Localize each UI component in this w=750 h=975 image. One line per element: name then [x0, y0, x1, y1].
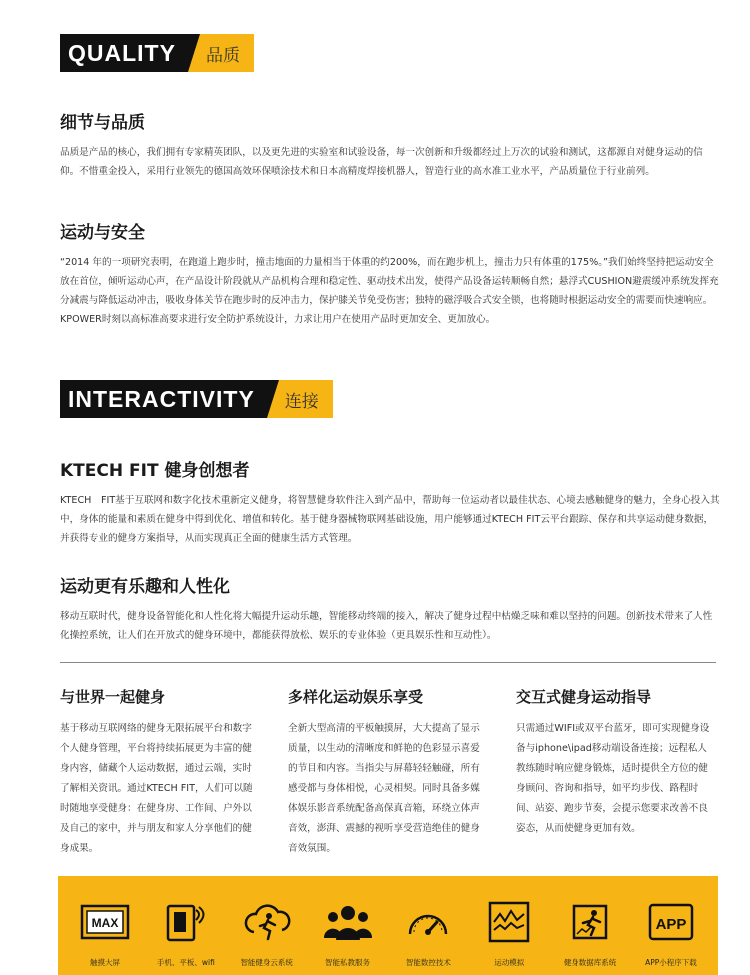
speedometer-icon	[403, 900, 453, 944]
feature-cnc-tech	[391, 900, 465, 975]
section-divider	[60, 662, 716, 663]
fun-body: 移动互联时代，健身设备智能化和人性化将大幅提升运动乐趣，智能移动终端的接入，解决了健身过程中枯燥乏味和难以坚持的问题。创新技术带来了人性化操控系统，让人们在开放式的健身环境中，都能获得放松、娱乐的专业体验（更具娱乐性和互动性）。	[60, 611, 713, 641]
column-interactive-guidance	[516, 686, 716, 839]
quality-header-en: QUALITY	[60, 34, 188, 72]
feature-touch-screen	[68, 900, 142, 975]
interactivity-header-en: INTERACTIVITY	[60, 380, 267, 418]
feature-label: 手机、平板、wifi	[156, 958, 215, 967]
detail-quality-body: 品质是产品的核心，我们拥有专家精英团队，以及更先进的实验室和试验设备，每一次创新和升级都经过上万次的试验和测试，这都源自对健身运动的信仰。不惜重金投入，采用行业领先的德国高效环保喷涂技术和日本高精度焊接机器人，智造行业的高水准工业水平，产品质量位于行业前列。	[60, 147, 703, 177]
detail-quality-title: 细节与品质	[60, 113, 145, 133]
ktech-fit-block	[60, 456, 720, 548]
max-screen-icon	[80, 900, 130, 944]
column-title: 与世界一起健身	[60, 688, 166, 706]
interactivity-header-cn: 连接	[279, 380, 333, 418]
header-slant	[188, 34, 200, 72]
safety-body: “2014 年的一项研究表明，在跑道上跑步时，撞击地面的力量相当于体重的约200%，而在跑步机上，撞击力只有体重的175%。”我们始终坚持把运动安全放在首位，倾听运动心声，在产品设计阶段就从产品机构合理和稳定性、驱动技术出发，使得产品设备运转顺畅自然；悬浮式CUSHION避震缓冲系统发挥充分减震与降低运动冲击，吸收身体关节在跑步时的反冲击力，保护膝关节免受伤害；独特的磁浮吸合式安全锁，也将随时根据运动安全的需要而快速响应。KPOWER时刻以高标准高要求进行安全防护系统设计，力求让用户在使用产品时更加安全、更加放心。	[60, 257, 719, 325]
interactivity-section-header	[60, 380, 333, 418]
column-fitness-with-world	[60, 686, 260, 859]
feature-label: 运动模拟	[494, 958, 525, 967]
fitness-database-icon	[565, 900, 615, 944]
app-icon	[646, 900, 696, 944]
header-slant	[267, 380, 279, 418]
feature-private-coach	[311, 900, 385, 975]
feature-label: 触摸大屏	[90, 958, 120, 967]
column-title: 交互式健身运动指导	[516, 688, 652, 706]
safety-block	[60, 218, 720, 329]
svg-text:MAX: MAX	[91, 916, 119, 930]
group-people-icon	[323, 900, 373, 944]
feature-label: 健身数据库系统	[563, 958, 617, 967]
column-entertainment	[288, 686, 488, 859]
quality-header-cn: 品质	[200, 34, 254, 72]
fun-title: 运动更有乐趣和人性化	[60, 577, 230, 597]
feature-label: 智能私教服务	[325, 958, 371, 967]
column-body: 基于移动互联网络的健身无限拓展平台和数字个人健身管理，平台将持续拓展更为丰富的健身内容，储藏个人运动数据，通过云端，实时了解相关资讯。通过KTECH FIT，人们可以随时随地享受健身：在健身房、工作间、户外以及自己的家中，并与朋友和家人分享他们的健身成果。	[60, 723, 253, 854]
phone-tablet-wifi-icon	[161, 900, 211, 944]
ktech-fit-body: KTECH FIT基于互联网和数字化技术重新定义健身，将智慧健身软件注入到产品中，帮助每一位运动者以最佳状态、心境去感触健身的魅力，全身心投入其中，身体的能量和素质在健身中得到优化、增值和转化。基于健身器械物联网基础设施，用户能够通过KTECH FIT云平台跟踪、保存和共享运动健身数据，并获得专业的健身方案指导，从而实现真正全面的健康生活方式管理。	[60, 495, 720, 544]
safety-title: 运动与安全	[60, 223, 145, 243]
feature-sport-simulation	[472, 900, 546, 975]
feature-app-download	[634, 900, 708, 975]
feature-label: 智能数控技术	[405, 958, 451, 967]
column-body: 只需通过WIFI或双平台蓝牙，即可实现健身设备与iphone\ipad移动端设备连接；远程私人教练随时响应健身锻炼，适时提供全方位的健身顾问、咨询和指导，如平均步伐、路程时间、站姿、跑步节奏，会提示您要求改善不良姿态，从而使健身更加有效。	[516, 723, 710, 834]
detail-quality-block	[60, 108, 720, 181]
feature-label: APP小程序下载	[645, 958, 697, 967]
svg-text:APP: APP	[655, 916, 687, 933]
terrain-simulation-icon	[484, 900, 534, 944]
feature-cloud-system	[230, 900, 304, 975]
column-title: 多样化运动娱乐享受	[288, 688, 424, 706]
feature-fitness-database	[553, 900, 627, 975]
cloud-runner-icon	[242, 900, 292, 944]
feature-icon-bar	[58, 876, 718, 975]
column-body: 全新大型高清的平板触摸屏，大大提高了显示质量，以生动的清晰度和鲜艳的色彩显示喜爱的节目和内容。当指尖与屏幕轻轻触碰，所有感受都与身体相悦，心灵相契。同时具备多媒体娱乐影音系统配备高保真音箱，环绕立体声音效，澎湃、震撼的视听享受营造绝佳的健身音效氛围。	[288, 723, 480, 854]
feature-label: 智能健身云系统	[240, 958, 293, 967]
fun-block	[60, 572, 720, 645]
quality-section-header	[60, 34, 254, 72]
ktech-fit-title: KTECH FIT 健身创想者	[60, 461, 250, 481]
feature-devices-wifi	[149, 900, 223, 975]
